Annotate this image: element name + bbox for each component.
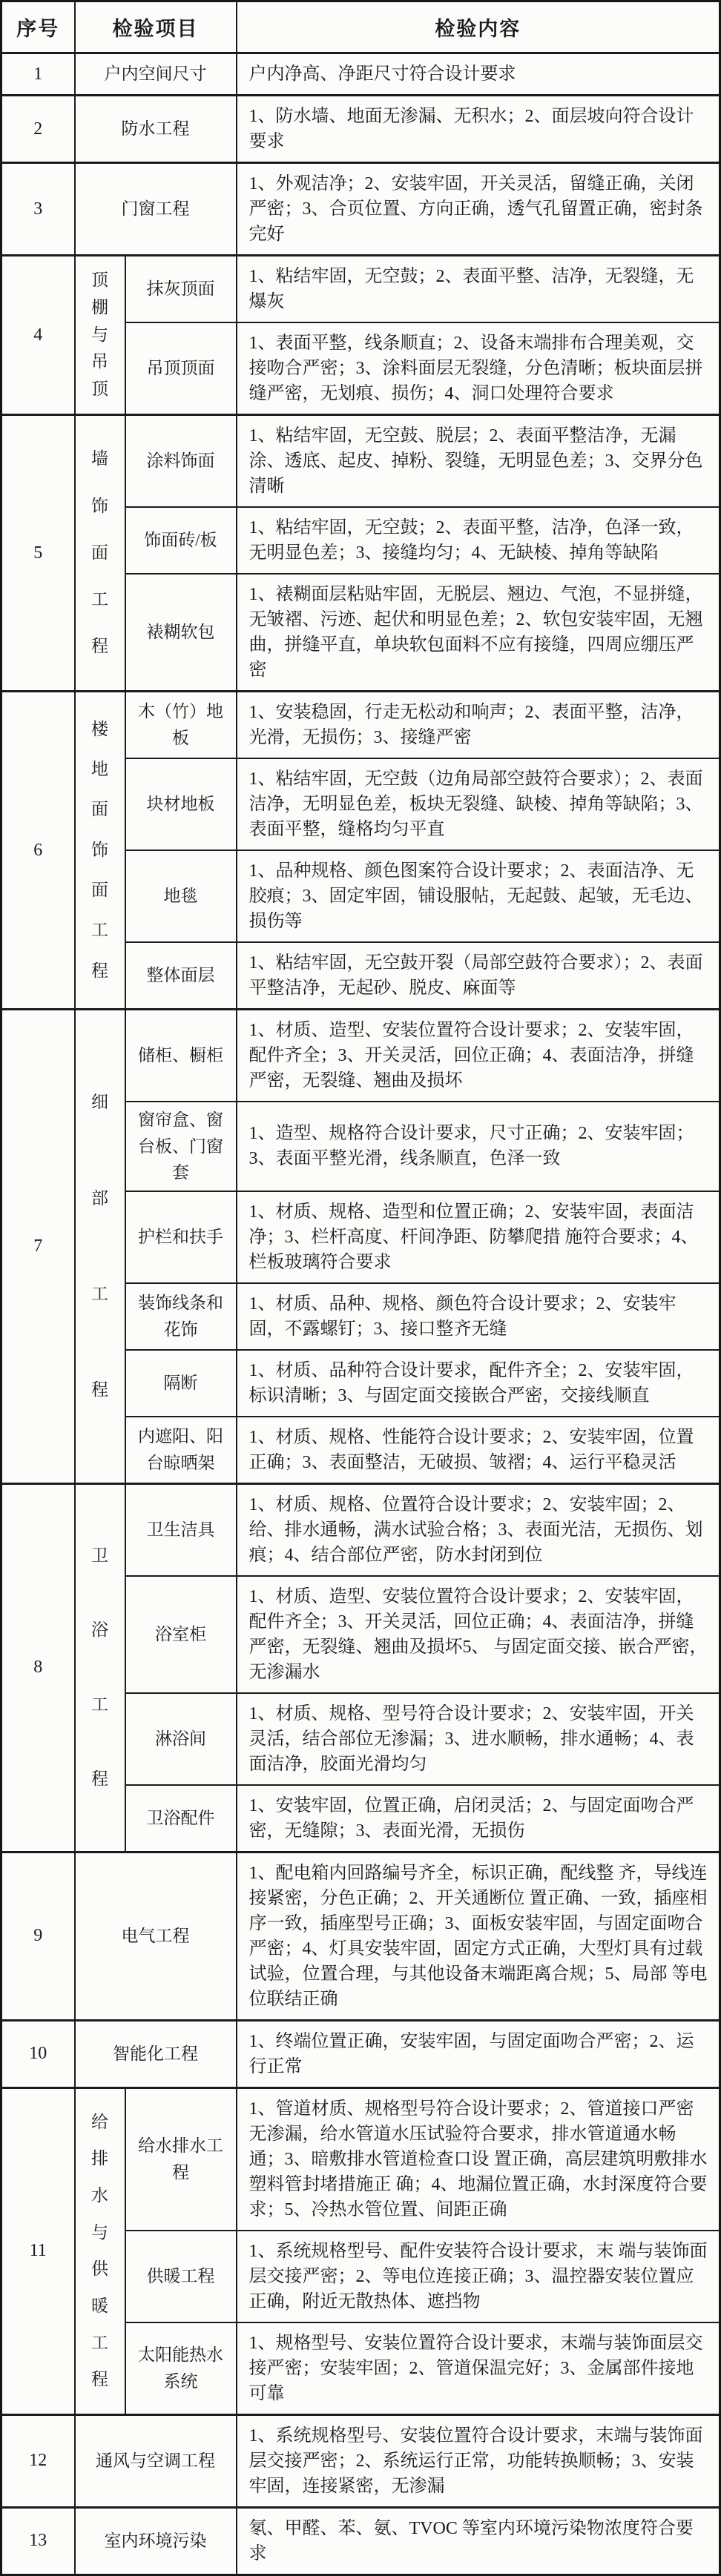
item-cell: 供暖工程 xyxy=(125,2231,237,2322)
item-cell: 门窗工程 xyxy=(75,163,237,256)
group-label-char: 细 xyxy=(91,1093,108,1112)
group-label-char: 饰 xyxy=(91,496,108,515)
content-cell: 1、表面平整，线条顺直；2、设备末端排布合理美观，交接吻合严密；3、涂料面层无裂缝，分色清晰；板块面层拼缝严密，无划痕、损伤；4、洞口处理符合要求 xyxy=(237,322,720,415)
item-cell: 户内空间尺寸 xyxy=(75,53,237,96)
serial-cell: 5 xyxy=(1,415,75,692)
item-cell: 防水工程 xyxy=(75,96,237,163)
item-cell: 裱糊软包 xyxy=(125,574,237,692)
group-label-char: 面 xyxy=(91,800,108,819)
content-cell: 1、品种规格、颜色图案符合设计要求；2、表面洁净、无胶痕；3、固定牢固，铺设服帖，无起鼓、起皱，无毛边、损伤等 xyxy=(237,850,720,942)
group-label-char: 顶 xyxy=(91,380,108,399)
group-label-char: 排 xyxy=(91,2149,108,2168)
table-row xyxy=(1,256,720,323)
group-label xyxy=(76,1485,125,1851)
group-label-char: 棚 xyxy=(91,297,108,317)
item-cell: 抹灰顶面 xyxy=(125,256,237,323)
content-cell: 1、材质、规格、位置符合设计要求；2、安装牢固；2、给、排水通畅，满水试验合格；3、表面光洁，无损伤、划痕；4、结合部位严密，防水封闭到位 xyxy=(237,1483,720,1576)
group-label-char: 吊 xyxy=(91,352,108,371)
content-cell: 1、安装牢固，位置正确，启闭灵活；2、与固定面吻合严密，无缝隙；3、表面光滑，无损伤 xyxy=(237,1785,720,1852)
group-label-char: 工 xyxy=(91,1284,108,1303)
item-cell: 整体面层 xyxy=(125,942,237,1010)
item-cell: 窗帘盒、窗台板、门窗套 xyxy=(125,1102,237,1191)
group-label-char: 墙 xyxy=(91,449,108,468)
content-cell: 1、防水墙、地面无渗漏、无积水；2、面层坡向符合设计要求 xyxy=(237,96,720,163)
item-cell: 太阳能热水系统 xyxy=(125,2322,237,2415)
item-cell: 卫浴配件 xyxy=(125,1785,237,1852)
group-label-char: 暖 xyxy=(91,2296,108,2315)
group-label xyxy=(76,692,125,1008)
table-row xyxy=(1,96,720,163)
item-cell: 储柜、橱柜 xyxy=(125,1010,237,1102)
item-cell: 室内环境污染 xyxy=(75,2507,237,2575)
content-cell: 氡、甲醛、苯、氨、TVOC 等室内环境污染物浓度符合要求 xyxy=(237,2507,720,2575)
group-label-char: 工 xyxy=(91,2333,108,2352)
table-row xyxy=(1,1852,720,2020)
group-label-char: 程 xyxy=(91,636,108,655)
item-cell: 饰面砖/板 xyxy=(125,507,237,574)
content-cell: 1、材质、造型、安装位置符合设计要求；2、安装牢固，配件齐全；3、开关灵活，回位正确；4、表面洁净，拼缝严密，无裂缝、翘曲及损坏5、 与固定面交接、嵌合严密，无渗漏水 xyxy=(237,1576,720,1693)
group-label-char: 顶 xyxy=(91,271,108,290)
content-cell: 1、粘结牢固，无空鼓（边角局部空鼓符合要求）；2、表面洁净，无明显色差，板块无裂缝、缺棱、掉角等缺陷；3、表面平整，缝格均匀平直 xyxy=(237,758,720,850)
content-cell: 1、粘结牢固，无空鼓；2、表面平整，洁净，色泽一致，无明显色差；3、接缝均匀；4、无缺棱、掉角等缺陷 xyxy=(237,507,720,574)
content-cell: 1、系统规格型号、配件安装符合设计要求，末 端与装饰面层交接严密；2、等电位连接正确；3、温控器安装位置应正确，附近无散热体、遮挡物 xyxy=(237,2231,720,2322)
item-cell: 装饰线条和花饰 xyxy=(125,1283,237,1350)
content-cell: 1、粘结牢固，无空鼓开裂（局部空鼓符合要求）；2、表面平整洁净，无起砂、脱皮、麻面等 xyxy=(237,942,720,1010)
group-label-char: 与 xyxy=(91,2222,108,2242)
serial-cell: 10 xyxy=(1,2020,75,2087)
item-cell: 智能化工程 xyxy=(75,2020,237,2087)
table-row xyxy=(1,53,720,96)
group-label-char: 与 xyxy=(91,325,108,344)
item-cell: 地毯 xyxy=(125,850,237,942)
item-cell: 卫生洁具 xyxy=(125,1483,237,1576)
content-cell: 1、材质、品种符合设计要求，配件齐全；2、安装牢固，标识清晰；3、与固定面交接嵌合严密，交接线顺直 xyxy=(237,1350,720,1417)
content-cell: 1、系统规格型号、安装位置符合设计要求，末端与装饰面层交接严密；2、系统运行正常，功能转换顺畅；3、安装牢固，连接紧密，无渗漏 xyxy=(237,2414,720,2507)
header-row xyxy=(1,1,720,53)
header-item: 检验项目 xyxy=(75,1,237,53)
group-label-char: 工 xyxy=(91,1695,108,1714)
item-cell: 通风与空调工程 xyxy=(75,2414,237,2507)
content-cell: 1、粘结牢固，无空鼓；2、表面平整、洁净，无裂缝，无爆灰 xyxy=(237,256,720,323)
table-row xyxy=(1,692,720,759)
content-cell: 1、材质、品种、规格、颜色符合设计要求；2、安装牢固，不露螺钉；3、接口整齐无缝 xyxy=(237,1283,720,1350)
item-cell: 电气工程 xyxy=(75,1852,237,2020)
content-cell: 1、终端位置正确，安装牢固，与固定面吻合严密；2、运行正常 xyxy=(237,2020,720,2087)
table-row xyxy=(1,1483,720,1576)
header-serial: 序号 xyxy=(1,1,75,53)
item-cell: 吊顶顶面 xyxy=(125,322,237,415)
serial-cell: 3 xyxy=(1,163,75,256)
item-cell: 淋浴间 xyxy=(125,1693,237,1785)
group-label-char: 浴 xyxy=(91,1620,108,1640)
group-label-char: 部 xyxy=(91,1188,108,1208)
serial-cell: 13 xyxy=(1,2507,75,2575)
serial-cell: 8 xyxy=(1,1483,75,1852)
group-label-char: 程 xyxy=(91,2370,108,2389)
serial-cell: 2 xyxy=(1,96,75,163)
group-cell xyxy=(75,256,125,415)
group-label-char: 面 xyxy=(91,543,108,562)
serial-cell: 4 xyxy=(1,256,75,415)
content-cell: 1、配电箱内回路编号齐全，标识正确，配线整 齐，导线连接紧密，分色正确；2、开关通断位 置正确、一致，插座相序一致，插座型号正确；3、面板安装牢固，与固定面吻合严密；4、灯具安装牢固，固定方式正确，大型灯具有过载试验，位置合理，与其他设备末端距离合规；5、局部 等电位联结正确 xyxy=(237,1852,720,2020)
group-label-char: 地 xyxy=(91,759,108,778)
content-cell: 1、裱糊面层粘贴牢固，无脱层、翘边、气泡，不显拼缝，无皱褶、污迹、起伏和明显色差；2、软包安装牢固，无翘曲，拼缝平直，单块软包面料不应有接缝，四周应绷压严密 xyxy=(237,574,720,692)
group-label xyxy=(76,1010,125,1483)
group-label-char: 供 xyxy=(91,2259,108,2279)
group-cell xyxy=(75,2087,125,2414)
serial-cell: 9 xyxy=(1,1852,75,2020)
content-cell: 1、造型、规格符合设计要求，尺寸正确；2、安装牢固；3、表面平整光滑，线条顺直，色泽一致 xyxy=(237,1102,720,1191)
group-cell xyxy=(75,1010,125,1484)
group-label-char: 面 xyxy=(91,880,108,899)
table-row xyxy=(1,163,720,256)
content-cell: 1、管道材质、规格型号符合设计要求；2、管道接口严密无渗漏，给水管道水压试验符合要求，排水管道通水畅通；3、暗敷排水管道检查口设 置正确，高层建筑明敷排水塑料管封堵措施正 确；4、地漏位置正确，水封深度符合要求；5、冷热水管位置、间距正确 xyxy=(237,2087,720,2231)
group-label-char: 卫 xyxy=(91,1546,108,1565)
header-content: 检验内容 xyxy=(237,1,720,53)
group-cell xyxy=(75,692,125,1010)
serial-cell: 12 xyxy=(1,2414,75,2507)
table-body xyxy=(1,53,720,2575)
group-cell xyxy=(75,1483,125,1852)
content-cell: 1、材质、规格、性能符合设计要求；2、安装牢固，位置正确；3、表面整洁，无破损、皱褶；4、运行平稳灵活 xyxy=(237,1417,720,1484)
item-cell: 护栏和扶手 xyxy=(125,1191,237,1283)
item-cell: 给水排水工程 xyxy=(125,2087,237,2231)
table-row xyxy=(1,2414,720,2507)
group-label-char: 工 xyxy=(91,589,108,609)
item-cell: 内遮阳、阳台晾晒架 xyxy=(125,1417,237,1484)
item-cell: 块材地板 xyxy=(125,758,237,850)
group-label xyxy=(76,256,125,414)
group-label-char: 饰 xyxy=(91,840,108,859)
table-row xyxy=(1,415,720,508)
content-cell: 1、材质、规格、型号符合设计要求；2、安装牢固，开关灵活，结合部位无渗漏；3、进水顺畅，排水通畅；4、表面洁净，胶面光滑均匀 xyxy=(237,1693,720,1785)
item-cell: 涂料饰面 xyxy=(125,415,237,508)
content-cell: 1、材质、造型、安装位置符合设计要求；2、安装牢固，配件齐全；3、开关灵活，回位正确；4、表面洁净，拼缝严密，无裂缝、翘曲及损坏 xyxy=(237,1010,720,1102)
group-label-char: 水 xyxy=(91,2186,108,2205)
table-row xyxy=(1,2087,720,2231)
content-cell: 1、粘结牢固，无空鼓、脱层；2、表面平整洁净，无漏涂、透底、起皮、掉粉、裂缝，无明显色差；3、交界分色清晰 xyxy=(237,415,720,508)
serial-cell: 1 xyxy=(1,53,75,96)
item-cell: 浴室柜 xyxy=(125,1576,237,1693)
table-row xyxy=(1,1010,720,1102)
group-label-char: 楼 xyxy=(91,719,108,738)
group-label-char: 程 xyxy=(91,1769,108,1789)
group-label xyxy=(76,416,125,690)
serial-cell: 6 xyxy=(1,692,75,1010)
table-row xyxy=(1,2020,720,2087)
content-cell: 户内净高、净距尺寸符合设计要求 xyxy=(237,53,720,96)
group-label-char: 程 xyxy=(91,961,108,980)
group-label-char: 给 xyxy=(91,2112,108,2131)
group-cell xyxy=(75,415,125,692)
content-cell: 1、安装稳固，行走无松动和响声；2、表面平整，洁净，光滑，无损伤；3、接缝严密 xyxy=(237,692,720,759)
item-cell: 木（竹）地板 xyxy=(125,692,237,759)
group-label-char: 工 xyxy=(91,921,108,940)
group-label xyxy=(76,2089,125,2414)
group-label-char: 程 xyxy=(91,1380,108,1399)
content-cell: 1、材质、规格、造型和位置正确；2、安装牢固，表面洁净；3、栏杆高度、杆间净距、防攀爬措 施符合要求；4、栏板玻璃符合要求 xyxy=(237,1191,720,1283)
item-cell: 隔断 xyxy=(125,1350,237,1417)
content-cell: 1、规格型号、安装位置符合设计要求，末端与装饰面层交接严密；安装牢固；2、管道保温完好；3、金属部件接地可靠 xyxy=(237,2322,720,2415)
content-cell: 1、外观洁净；2、安装牢固，开关灵活，留缝正确，关闭严密；3、合页位置、方向正确，透气孔留置正确，密封条完好 xyxy=(237,163,720,256)
serial-cell: 7 xyxy=(1,1010,75,1484)
table-row xyxy=(1,2507,720,2575)
serial-cell: 11 xyxy=(1,2087,75,2414)
